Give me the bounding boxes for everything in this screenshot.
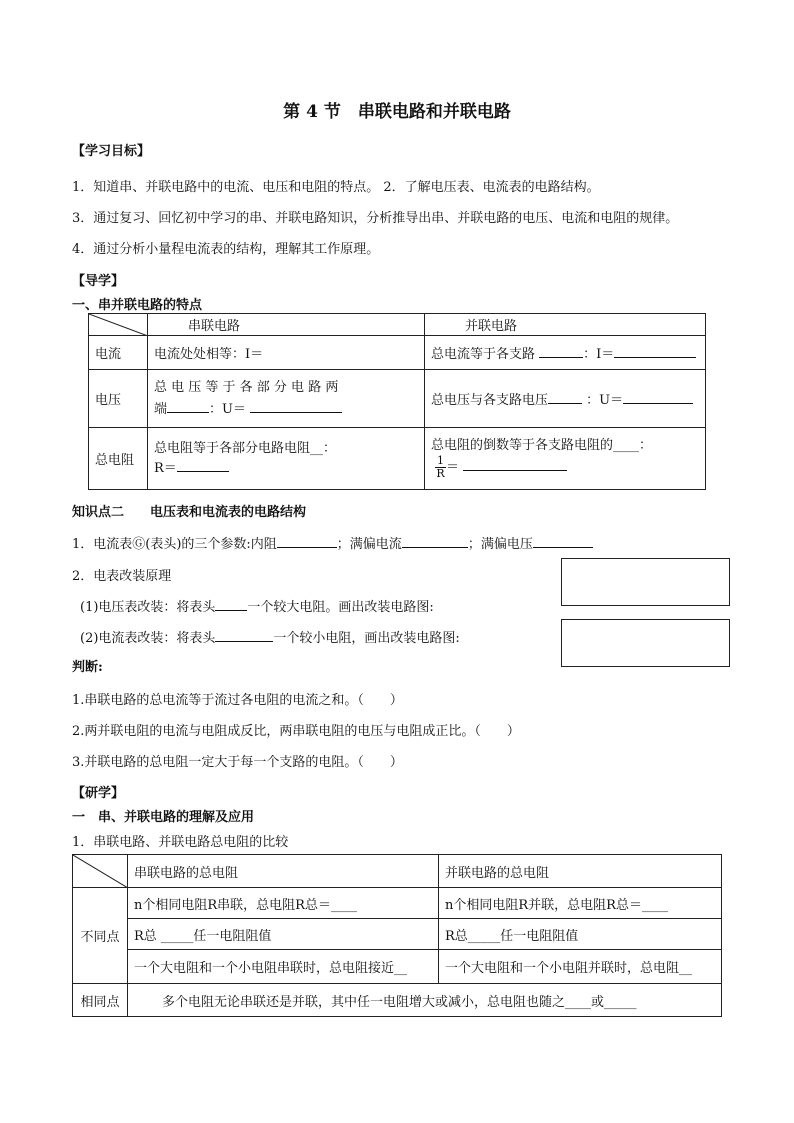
fraction-numerator: 1 (437, 454, 444, 467)
blank[interactable] (215, 629, 273, 642)
blank[interactable] (548, 391, 582, 404)
blank[interactable] (215, 598, 247, 611)
judge-item-2: 2.两并联电阻的电流与电阻成反比，两串联电阻的电压与电阻成正比。（ ） (72, 724, 520, 739)
series-current-cell (148, 336, 425, 370)
col-parallel-header: 并联电路 (425, 314, 706, 336)
blank[interactable] (277, 535, 337, 548)
parallel-voltage-mid: ：U＝ (586, 393, 624, 408)
row-label-voltage: 电压 (89, 370, 148, 428)
ammeter-text-b: 一个较小电阻，画出改装电路图: (273, 631, 460, 646)
resistance-comparison-table (72, 854, 722, 1017)
row-label-current: 电流 (89, 336, 148, 370)
series-same-resistors: n个相同电阻R串联，总电阻R总＝____ (128, 888, 439, 919)
parallel-vs-any: R总_____任一电阻阻值 (439, 919, 722, 950)
col-parallel-total-header: 并联电路的总电阻 (439, 855, 722, 888)
judge-item-3: 3.并联电路的总电阻一定大于每一个支路的电阻。（ ） (72, 755, 403, 770)
meter-params-b: ；满偏电流 (336, 537, 402, 552)
characteristics-table (88, 313, 706, 490)
parallel-current-cell (425, 336, 706, 370)
diff-label: 不同点 (73, 888, 128, 984)
same-text: 多个电阻无论串联还是并联，其中任一电阻增大或减小，总电阻也随之____或_____ (128, 984, 722, 1017)
blank[interactable] (167, 400, 209, 413)
blank[interactable] (623, 391, 693, 404)
parallel-voltage-cell (425, 370, 706, 428)
fraction-equals: ＝ (446, 460, 460, 475)
series-big-small: 一个大电阻和一个小电阻串联时，总电阻接近__ (128, 950, 439, 984)
parallel-current-mid: ：I＝ (583, 347, 615, 362)
goal-item-2: 3．通过复习、回忆初中学习的串、并联电路知识，分析推导出串、并联电路的电压、电流和电阻的规律。 (72, 211, 679, 226)
voltmeter-conversion-line (80, 596, 434, 615)
diagonal-header-cell (73, 855, 128, 888)
meter-params-c: ；满偏电压 (467, 537, 533, 552)
page-title: 第 4 节 串联电路和并联电路 (283, 102, 511, 122)
series-resistance-line1: 总电阻等于各部分电路电阻__： (154, 440, 337, 456)
series-voltage-cell (148, 370, 425, 428)
ammeter-conversion-line (80, 627, 460, 646)
col-series-header: 串联电路 (148, 314, 425, 336)
parallel-current-pre: 总电流等于各支路 (431, 347, 536, 362)
meter-params-line (72, 533, 593, 552)
parallel-resistance-cell (425, 428, 706, 490)
study-section-1: 一 串、并联电路的理解及应用 (72, 810, 255, 825)
blank[interactable] (539, 345, 583, 358)
section-heading-1: 一、串并联电路的特点 (72, 298, 203, 313)
parallel-voltage-pre: 总电压与各支路电压 (431, 393, 549, 408)
voltmeter-drawing-box[interactable] (561, 558, 730, 606)
same-label: 相同点 (73, 984, 128, 1017)
series-current-text: 电流处处相等：I＝ (154, 347, 264, 362)
series-resistance-r: R＝ (154, 460, 177, 476)
study-sub-1: 1．串联电路、并联电路总电阻的比较 (72, 835, 289, 850)
blank[interactable] (533, 535, 593, 548)
row-label-resistance: 总电阻 (89, 428, 148, 490)
voltmeter-text-a: (1)电压表改装：将表头 (80, 600, 216, 615)
parallel-resistance-line1: 总电阻的倒数等于各支路电阻的____： (431, 438, 653, 453)
parallel-big-small: 一个大电阻和一个小电阻并联时，总电阻__ (439, 950, 722, 984)
guide-heading: 【导学】 (72, 274, 125, 289)
blank[interactable] (463, 458, 567, 471)
judge-item-1: 1.串联电路的总电流等于流过各电阻的电流之和。（ ） (72, 693, 403, 708)
section-heading-2: 知识点二 电压表和电流表的电路结构 (72, 505, 307, 520)
judge-heading: 判断: (72, 660, 103, 675)
series-voltage-line1: 总 电 压 等 于 各 部 分 电 路 两 (154, 379, 339, 395)
goal-item-1: 1．知道串、并联电路中的电流、电压和电阻的特点。 2．了解电压表、电流表的电路结构。 (72, 180, 600, 195)
series-voltage-pre: 端 (154, 401, 168, 417)
meter-params-a: 1．电流表Ⓖ(表头)的三个参数:内阻 (72, 537, 277, 552)
blank[interactable] (177, 459, 229, 472)
ammeter-text-a: (2)电流表改装：将表头 (80, 631, 216, 646)
goals-heading: 【学习目标】 (72, 144, 151, 159)
series-resistance-cell (148, 428, 425, 490)
goal-item-3: 4．通过分析小量程电流表的结构，理解其工作原理。 (72, 242, 380, 257)
reciprocal-fraction (435, 455, 446, 480)
col-series-total-header: 串联电路的总电阻 (128, 855, 439, 888)
series-voltage-mid: ：U＝ (209, 401, 246, 417)
fraction-denominator: R (436, 467, 445, 480)
blank[interactable] (250, 400, 342, 413)
voltmeter-text-b: 一个较大电阻。画出改装电路图: (247, 600, 434, 615)
ammeter-drawing-box[interactable] (561, 619, 730, 667)
diagonal-header-cell (89, 314, 148, 336)
study-heading: 【研学】 (72, 786, 125, 801)
parallel-same-resistors: n个相同电阻R并联，总电阻R总＝____ (439, 888, 722, 919)
blank[interactable] (402, 535, 468, 548)
conversion-principle: 2．电表改装原理 (72, 569, 172, 584)
series-vs-any: R总 _____任一电阻阻值 (128, 919, 439, 950)
blank[interactable] (614, 345, 696, 358)
